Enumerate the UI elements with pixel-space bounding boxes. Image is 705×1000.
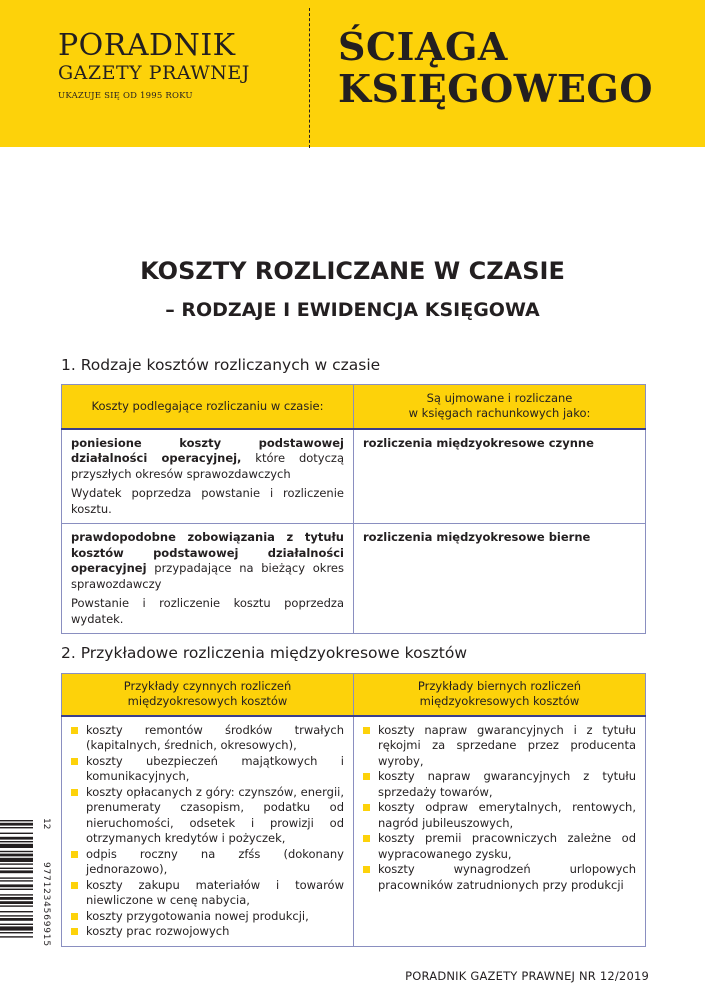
cost-type-note: Wydatek poprzedza powstanie i rozliczenie kosztu.: [71, 486, 344, 516]
barcode-bar: [0, 868, 33, 869]
barcode-bar: [0, 827, 33, 828]
barcode-bar: [0, 833, 33, 834]
list-item: koszty napraw gwarancyjnych i z tytułu rękojmi za sprzedane przez producenta wyroby,: [363, 723, 636, 770]
list-item: koszty opłacanych z góry: czynszów, energii, prenumeraty czasopism, podatku od nieruchomości, odsetek i prowizji od otrzymanych kredytów i pożyczek,: [71, 785, 344, 847]
list-item: koszty wynagrodzeń urlopowych pracowników zatrudnionych przy produkcji: [363, 862, 636, 893]
barcode-bar: [0, 911, 33, 912]
list-item: koszty napraw gwarancyjnych z tytułu sprzedaży towarów,: [363, 769, 636, 800]
active-examples-list: [71, 723, 344, 940]
column-header-line: międzyokresowych kosztów: [419, 694, 580, 709]
barcode-bar: [0, 918, 33, 921]
barcode-bar: [0, 897, 33, 900]
brand-subtitle: GAZETY PRAWNEJ: [58, 62, 250, 84]
barcode-bar: [0, 877, 33, 878]
list-item: koszty zakupu materiałów i towarów niewliczone w cenę nabycia,: [71, 878, 344, 909]
barcode-issue: 12: [41, 818, 51, 830]
table-header-row: [62, 385, 646, 429]
header-banner: [0, 0, 705, 147]
barcode-bar: [0, 858, 33, 862]
passive-examples-list: [363, 723, 636, 894]
cost-type-note: Powstanie i rozliczenie kosztu poprzedza wydatek.: [71, 596, 344, 626]
barcode-bar: [0, 870, 33, 873]
cost-type-bold: prawdopodobne zobowiązania z tytułu kosztów podstawowej działalności operacyjnej: [71, 530, 344, 575]
barcode-bar: [0, 932, 33, 933]
table-cell: [62, 716, 354, 947]
list-item: koszty prac rozwojowych: [71, 924, 344, 940]
barcode-bar: [0, 936, 33, 937]
document-subtitle: – RODZAJE I EWIDENCJA KSIĘGOWA: [165, 299, 540, 321]
cost-types-table: [61, 384, 646, 634]
cost-type-text: przypadające na bieżący okres sprawozdawczy: [71, 561, 344, 591]
brand-since: UKAZUJE SIĘ OD 1995 ROKU: [58, 91, 193, 101]
table-cell: [354, 716, 646, 947]
column-header: [354, 385, 646, 429]
list-item: koszty ubezpieczeń majątkowych i komunikacyjnych,: [71, 754, 344, 785]
barcode-bar: [0, 841, 33, 842]
barcode-bar: [0, 823, 33, 826]
accounting-treatment: rozliczenia międzyokresowe czynne: [354, 429, 646, 524]
table-header-row: [62, 674, 646, 716]
cost-type-bold: poniesione koszty podstawowej działalności operacyjnej,: [71, 435, 344, 465]
list-item: koszty odpraw emerytalnych, rentowych, nagród jubileuszowych,: [363, 800, 636, 831]
series-title: [338, 26, 653, 110]
barcode-bar: [0, 905, 33, 906]
accounting-treatment: rozliczenia międzyokresowe bierne: [354, 524, 646, 634]
column-header-line: Są ujmowane i rozliczane: [426, 391, 573, 406]
barcode: [0, 818, 51, 993]
barcode-bar: [0, 894, 33, 895]
barcode-bar: [0, 889, 33, 890]
table-row: [62, 524, 646, 634]
column-header-line: międzyokresowych kosztów: [127, 694, 288, 709]
table-cell: [62, 429, 354, 524]
examples-table: [61, 673, 646, 947]
brand-title: PORADNIK: [58, 28, 236, 63]
barcode-bar: [0, 844, 33, 848]
cost-type-text: które dotyczą przyszłych okresów sprawozdawczych: [71, 451, 344, 481]
barcode-bar: [0, 854, 33, 857]
document-title: KOSZTY ROZLICZANE W CZASIE: [140, 257, 565, 285]
column-header: Koszty podlegające rozliczaniu w czasie:: [62, 385, 354, 429]
barcode-bars: [0, 820, 33, 938]
table-row: [62, 429, 646, 524]
barcode-bar: [0, 837, 33, 840]
barcode-bar: [0, 880, 33, 881]
list-item: odpis roczny na zfśs (dokonany jednorazowo),: [71, 847, 344, 878]
list-item: koszty przygotowania nowej produkcji,: [71, 909, 344, 925]
barcode-bar: [0, 863, 33, 864]
barcode-bar: [0, 924, 33, 925]
column-header-line: Przykłady biernych rozliczeń: [417, 679, 582, 694]
brand-logo: [58, 30, 303, 102]
list-item: koszty remontów środków trwałych (kapitalnych, średnich, okresowych),: [71, 723, 344, 754]
page-footer: PORADNIK GAZETY PRAWNEJ NR 12/2019: [405, 969, 649, 983]
barcode-bar: [0, 901, 33, 904]
barcode-bar: [0, 820, 33, 821]
column-header-line: Przykłady czynnych rozliczeń: [123, 679, 292, 694]
series-title-line1: ŚCIĄGA: [338, 24, 508, 69]
table-row: [62, 716, 646, 947]
header-divider: [309, 8, 310, 148]
section1-heading: 1. Rodzaje kosztów rozliczanych w czasie: [61, 356, 381, 374]
barcode-bar: [0, 851, 33, 852]
column-header: [354, 674, 646, 716]
list-item: koszty premii pracowniczych zależne od wypracowanego zysku,: [363, 831, 636, 862]
barcode-bar: [0, 926, 33, 930]
section2-heading: 2. Przykładowe rozliczenia międzyokresowe kosztów: [61, 644, 467, 662]
column-header-line: w księgach rachunkowych jako:: [408, 406, 591, 421]
barcode-bar: [0, 915, 33, 916]
series-title-line2: KSIĘGOWEGO: [338, 66, 653, 111]
barcode-digits: 9771234569915: [41, 862, 51, 947]
table-cell: [62, 524, 354, 634]
barcode-bar: [0, 884, 33, 887]
column-header: [62, 674, 354, 716]
